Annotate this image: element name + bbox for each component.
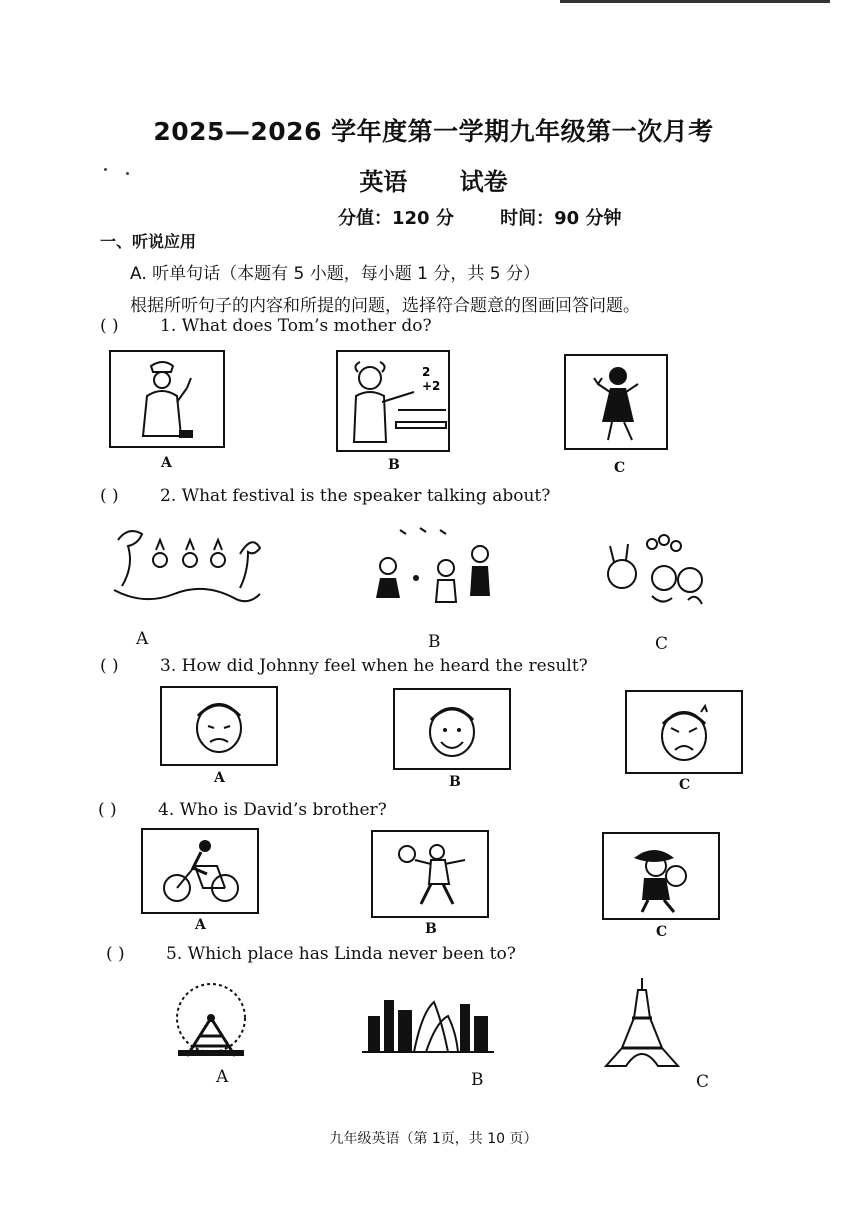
- answer-blank[interactable]: ( ): [106, 944, 125, 964]
- option-label: B: [428, 632, 441, 652]
- option-label: C: [656, 924, 668, 940]
- option-label: A: [161, 455, 172, 471]
- question-text: 5. Which place has Linda never been to?: [166, 944, 516, 964]
- time-label: 时间：90 分钟: [500, 208, 622, 229]
- q4-option-c-basketball-player-picture[interactable]: [602, 832, 720, 920]
- answer-blank[interactable]: ( ): [98, 800, 117, 820]
- question-1: [100, 316, 432, 336]
- exam-subject: [0, 162, 867, 197]
- option-label: C: [679, 777, 691, 793]
- question-4: [98, 800, 387, 820]
- scan-edge-line: [560, 0, 830, 3]
- option-label: B: [471, 1070, 484, 1090]
- question-text: 4. Who is David’s brother?: [158, 800, 387, 820]
- answer-blank[interactable]: ( ): [100, 486, 119, 506]
- question-5: [106, 944, 516, 964]
- q5-option-c-eiffel-tower-picture[interactable]: [604, 976, 680, 1068]
- answer-blank[interactable]: ( ): [100, 656, 119, 676]
- q5-option-a-ferris-wheel-picture[interactable]: [164, 980, 258, 1060]
- q2-option-b-kids-playing-picture[interactable]: [360, 524, 506, 614]
- option-label: B: [425, 921, 437, 937]
- q5-option-b-city-skyline-picture[interactable]: [362, 986, 494, 1056]
- option-label: C: [614, 460, 626, 476]
- option-label: C: [696, 1072, 710, 1092]
- question-text: 2. What festival is the speaker talking about?: [160, 486, 551, 506]
- option-label: B: [388, 457, 400, 473]
- option-label: B: [449, 774, 461, 790]
- q4-option-b-football-player-picture[interactable]: [371, 830, 489, 918]
- svg-text:2: 2: [422, 365, 431, 379]
- section-title: 一、听说应用: [100, 232, 197, 251]
- svg-text:+2: +2: [422, 379, 441, 393]
- q3-option-a-sad-face-picture[interactable]: [160, 686, 278, 766]
- instruction-text: 根据所听句子的内容和所提的问题，选择符合题意的图画回答问题。: [130, 296, 640, 316]
- question-text: 3. How did Johnny feel when he heard the result?: [160, 656, 588, 676]
- option-label: A: [136, 629, 149, 649]
- q4-option-a-cyclist-picture[interactable]: [141, 828, 259, 914]
- q3-option-b-happy-face-picture[interactable]: [393, 688, 511, 770]
- answer-blank[interactable]: ( ): [100, 316, 119, 336]
- option-label: A: [216, 1067, 229, 1087]
- question-2: [100, 486, 550, 506]
- option-label: A: [195, 917, 206, 933]
- option-label: A: [214, 770, 225, 786]
- q1-option-a-nurse-picture[interactable]: [109, 350, 225, 448]
- q2-option-c-rabbit-mooncakes-picture[interactable]: [592, 524, 714, 614]
- paper-label: 试卷: [459, 168, 508, 196]
- q3-option-c-angry-face-picture[interactable]: [625, 690, 743, 774]
- question-text: 1. What does Tom’s mother do?: [160, 316, 432, 336]
- subject-label: 英语: [359, 168, 408, 196]
- q2-option-a-dragon-boat-picture[interactable]: [108, 520, 264, 612]
- exam-title: 2025—2026 学年度第一学期九年级第一次月考: [153, 117, 714, 146]
- q1-option-b-teacher-picture[interactable]: [336, 350, 450, 452]
- exam-meta: [338, 204, 661, 230]
- score-label: 分值：120 分: [338, 208, 454, 229]
- part-title: A. 听单句话（本题有 5 小题，每小题 1 分，共 5 分）: [130, 264, 541, 284]
- q1-option-c-girl-picture[interactable]: [564, 354, 668, 450]
- option-label: C: [655, 634, 669, 654]
- question-3: [100, 656, 588, 676]
- page-footer: 九年级英语（第 1页，共 10 页）: [329, 1131, 538, 1147]
